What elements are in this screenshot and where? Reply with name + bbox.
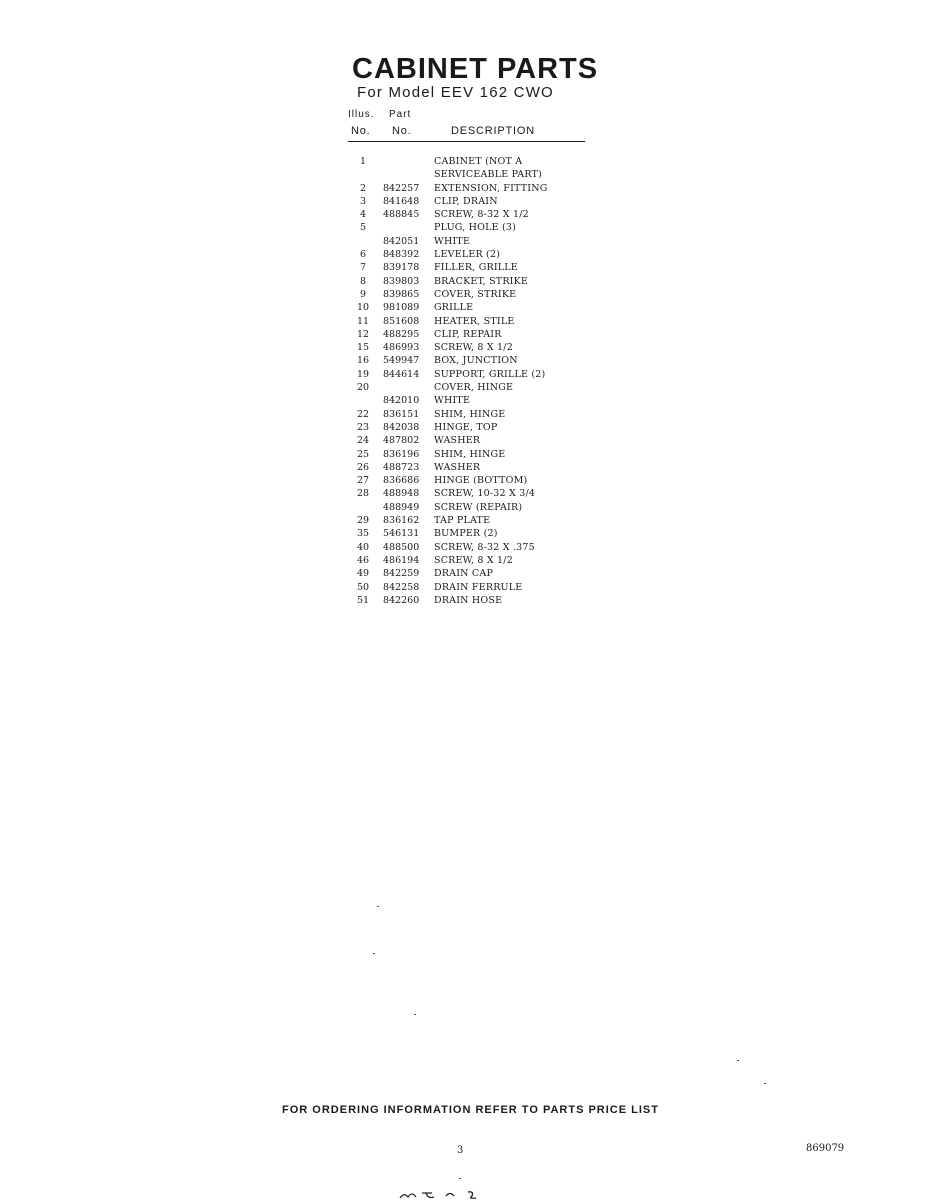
- part-number: 844614: [383, 368, 420, 380]
- column-header-description: DESCRIPTION: [451, 125, 535, 137]
- illus-number: 20: [356, 382, 370, 394]
- illus-number: 3: [359, 195, 367, 207]
- part-description: HINGE, TOP: [434, 421, 498, 433]
- part-description: TAP PLATE: [434, 515, 491, 527]
- part-description: CLIP, DRAIN: [434, 195, 498, 207]
- part-number: 839865: [383, 288, 420, 300]
- illus-number: 49: [356, 568, 370, 580]
- part-description: WASHER: [434, 461, 481, 473]
- column-header-part: Part: [389, 109, 412, 120]
- part-description: HINGE (BOTTOM): [434, 475, 528, 487]
- part-description: DRAIN FERRULE: [434, 581, 523, 593]
- part-description: HEATER, STILE: [434, 315, 515, 327]
- part-number: 851608: [383, 315, 420, 327]
- part-number: 836151: [383, 408, 420, 420]
- part-number: 488845: [383, 209, 420, 221]
- handwritten-scrawl-icon: [398, 1188, 508, 1200]
- part-number: 487802: [383, 435, 420, 447]
- part-number: 839178: [383, 262, 420, 274]
- illus-number: 23: [356, 421, 370, 433]
- illus-number: 28: [356, 488, 370, 500]
- part-description: BUMPER (2): [434, 528, 498, 540]
- scan-speck: [373, 953, 375, 954]
- part-number: 839803: [383, 275, 420, 287]
- illus-number: 50: [356, 581, 370, 593]
- part-description: EXTENSION, FITTING: [434, 182, 548, 194]
- part-number: 546131: [383, 528, 420, 540]
- illus-number: 25: [356, 448, 370, 460]
- part-description: SCREW, 10-32 X 3/4: [434, 488, 536, 500]
- part-description: GRILLE: [434, 302, 474, 314]
- part-description: DRAIN CAP: [434, 568, 494, 580]
- part-number: 842257: [383, 182, 420, 194]
- illus-number: 19: [356, 368, 370, 380]
- column-header-illus: Illus.: [348, 109, 375, 120]
- illus-number: 8: [359, 275, 367, 287]
- part-number: 841648: [383, 195, 420, 207]
- part-description: FILLER, GRILLE: [434, 262, 518, 274]
- part-number: 549947: [383, 355, 420, 367]
- part-number: 488500: [383, 541, 420, 553]
- column-header-illus-no: No.: [351, 125, 371, 137]
- part-description: BOX, JUNCTION: [434, 355, 518, 367]
- part-number: 488948: [383, 488, 420, 500]
- illus-number: 29: [356, 515, 370, 527]
- part-description: SUPPORT, GRILLE (2): [434, 368, 546, 380]
- illus-number: 51: [356, 594, 370, 606]
- page-title: CABINET PARTS: [352, 53, 599, 85]
- part-number: 848392: [383, 249, 420, 261]
- part-description: CABINET (NOT A: [434, 156, 523, 167]
- part-description: COVER, HINGE: [434, 382, 514, 394]
- part-description: SCREW, 8 X 1/2: [434, 342, 513, 354]
- illus-number: 40: [356, 541, 370, 553]
- part-description: SCREW, 8-32 X .375: [434, 541, 535, 553]
- scan-speck: [414, 1014, 416, 1015]
- part-number: 836162: [383, 515, 420, 527]
- ordering-note: FOR ORDERING INFORMATION REFER TO PARTS PRICE LIST: [282, 1104, 659, 1116]
- part-number: 488295: [383, 328, 420, 340]
- illus-number: 4: [359, 209, 367, 221]
- part-description: SCREW (REPAIR): [434, 501, 523, 513]
- part-description: SHIM, HINGE: [434, 448, 506, 460]
- illus-number: 26: [356, 461, 370, 473]
- part-number: 842259: [383, 568, 420, 580]
- part-number: 842038: [383, 421, 420, 433]
- part-description: SCREW, 8-32 X 1/2: [434, 209, 529, 221]
- illus-number: 27: [356, 475, 370, 487]
- part-description: COVER, STRIKE: [434, 288, 517, 300]
- part-number: 488723: [383, 461, 420, 473]
- part-number: 842010: [383, 395, 420, 407]
- illus-number: 5: [359, 222, 367, 234]
- part-description: WHITE: [434, 235, 471, 247]
- page-number: 3: [457, 1145, 464, 1156]
- part-description: PLUG, HOLE (3): [434, 222, 517, 234]
- model-subtitle: For Model EEV 162 CWO: [357, 84, 554, 101]
- illus-number: 22: [356, 408, 370, 420]
- illus-number: 7: [359, 262, 367, 274]
- part-description: CLIP, REPAIR: [434, 328, 502, 340]
- part-number: 486993: [383, 342, 420, 354]
- part-number: 842260: [383, 594, 420, 606]
- illus-number: 15: [356, 342, 370, 354]
- part-description: WHITE: [434, 395, 471, 407]
- part-number: 981089: [383, 302, 420, 314]
- header-rule: [348, 141, 585, 142]
- illus-number: 10: [356, 302, 370, 314]
- illus-number: 24: [356, 435, 370, 447]
- illus-number: 1: [359, 156, 367, 167]
- part-number: 836686: [383, 475, 420, 487]
- illus-number: 16: [356, 355, 370, 367]
- scan-speck: [764, 1083, 766, 1084]
- illus-number: 35: [356, 528, 370, 540]
- part-number: 842051: [383, 235, 420, 247]
- document-number: 869079: [806, 1143, 845, 1154]
- part-number: 842258: [383, 581, 420, 593]
- part-description: WASHER: [434, 435, 481, 447]
- part-description: LEVELER (2): [434, 249, 501, 261]
- illus-number: 9: [359, 288, 367, 300]
- scan-speck: [459, 1178, 461, 1179]
- illus-number: 11: [356, 315, 370, 327]
- part-description: SERVICEABLE PART): [434, 169, 542, 181]
- part-description: SCREW, 8 X 1/2: [434, 554, 513, 566]
- scan-speck: [737, 1060, 739, 1061]
- part-number: 488949: [383, 501, 420, 513]
- part-number: 836196: [383, 448, 420, 460]
- illus-number: 46: [356, 554, 370, 566]
- scan-speck: [377, 906, 379, 907]
- part-number: 486194: [383, 554, 420, 566]
- illus-number: 2: [359, 182, 367, 194]
- illus-number: 6: [359, 249, 367, 261]
- part-description: BRACKET, STRIKE: [434, 275, 529, 287]
- illus-number: 12: [356, 328, 370, 340]
- part-description: DRAIN HOSE: [434, 594, 503, 606]
- column-header-part-no: No.: [392, 125, 412, 137]
- part-description: SHIM, HINGE: [434, 408, 506, 420]
